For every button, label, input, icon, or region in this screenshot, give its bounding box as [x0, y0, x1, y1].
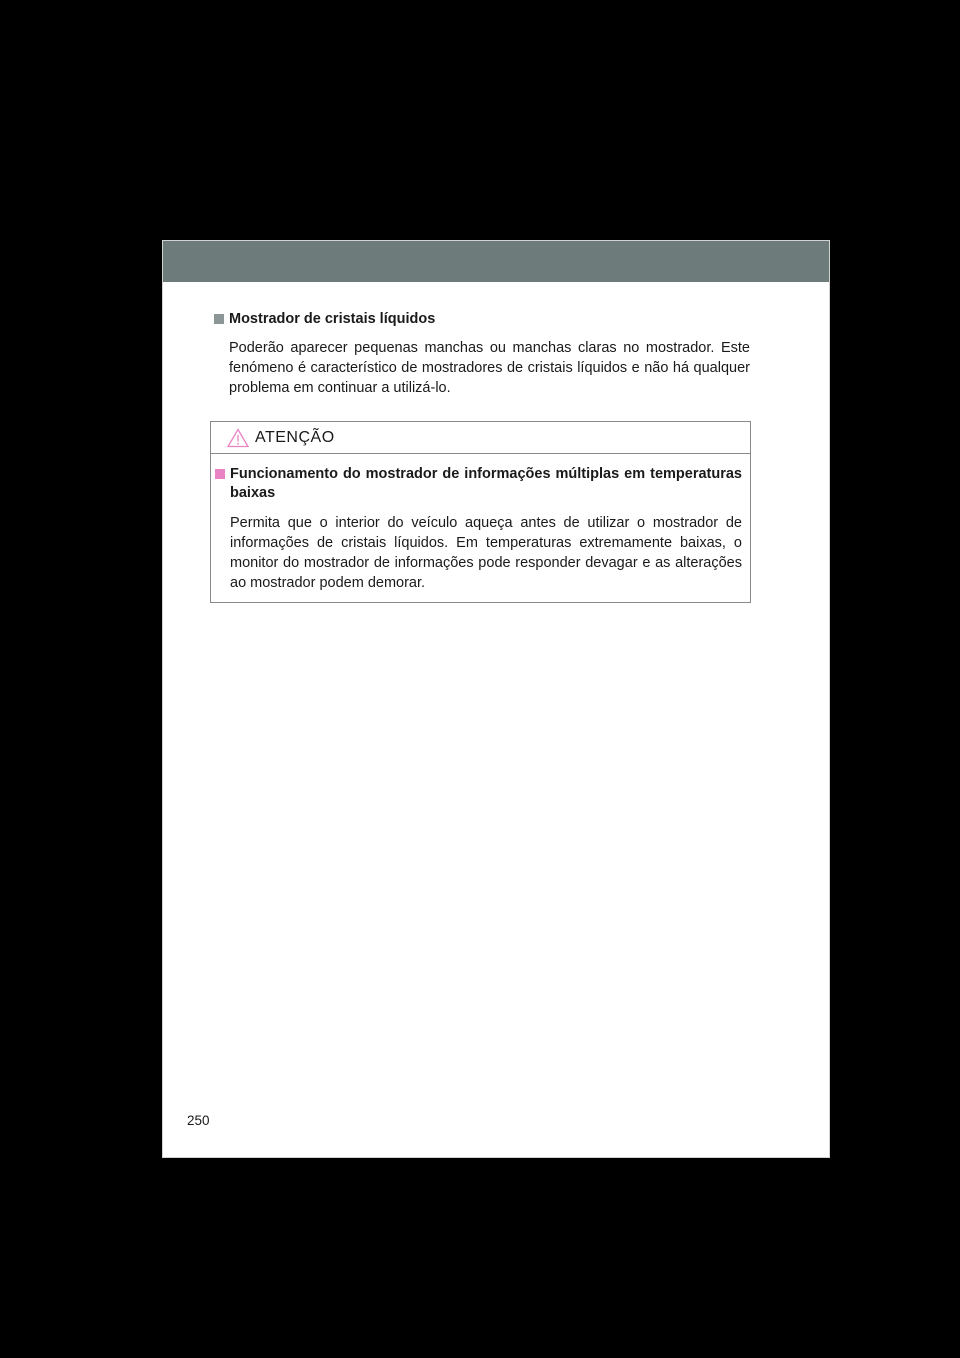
warning-triangle-icon	[227, 428, 249, 448]
warning-box	[210, 421, 751, 603]
section-heading	[214, 310, 750, 328]
section-body: Poderão aparecer pequenas manchas ou manchas claras no mostrador. Este fenómeno é característico de mostradores de cristais líquidos e não há qualquer problema em continuar a utilizá-lo.	[229, 340, 750, 396]
grey-bullet-icon	[214, 314, 224, 324]
warning-heading	[215, 465, 742, 503]
warning-title: ATENÇÃO	[255, 428, 335, 446]
manual-page	[162, 240, 830, 1158]
header-band	[163, 241, 829, 282]
section-heading-text: Mostrador de cristais líquidos	[229, 311, 436, 327]
warning-header	[211, 422, 750, 454]
warning-body: Permita que o interior do veículo aqueça antes de utilizar o mostrador de informações de cristais líquidos. Em temperaturas extremamente baixas, o monitor do mostrador de informações pode responder devagar e as alterações ao mostrador podem demorar.	[230, 515, 742, 591]
pink-bullet-icon	[215, 469, 225, 479]
warning-heading-text: Funcionamento do mostrador de informações múltiplas em temperaturas baixas	[230, 466, 742, 501]
warning-content	[211, 454, 750, 593]
lcd-section	[214, 310, 750, 398]
page-number: 250	[187, 1113, 210, 1128]
